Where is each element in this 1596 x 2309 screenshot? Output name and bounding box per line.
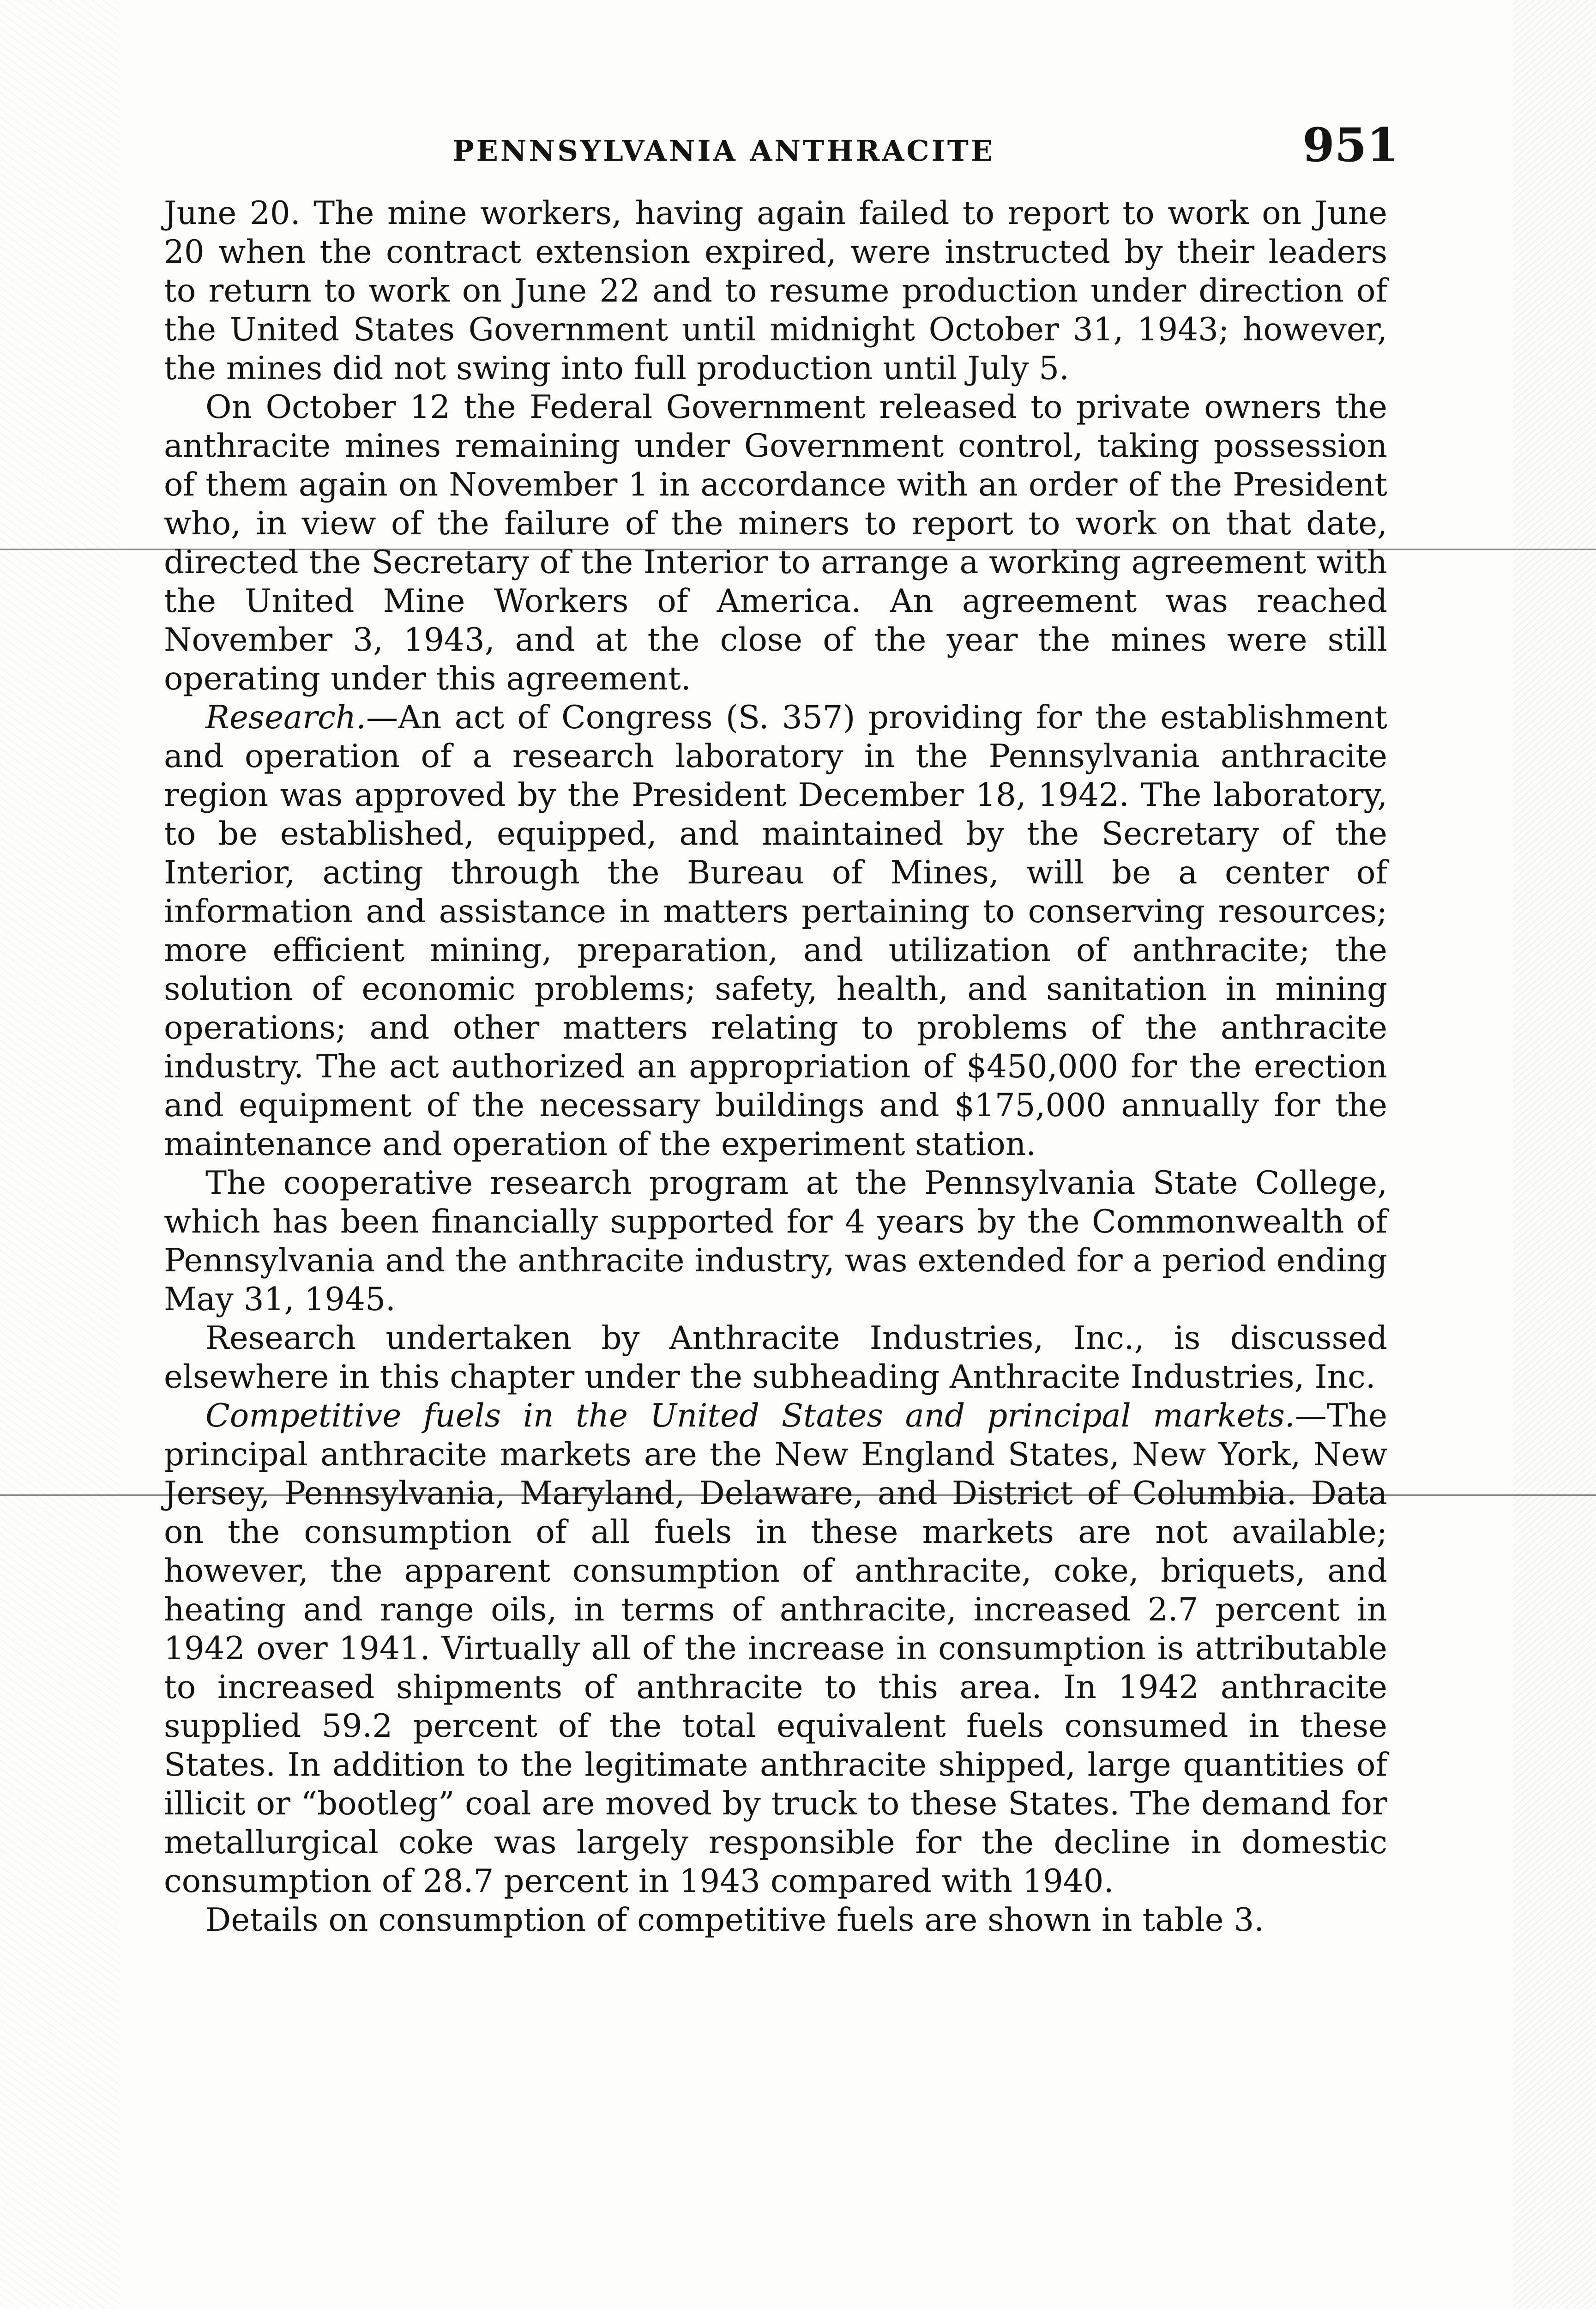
paragraph xyxy=(164,388,1387,698)
paragraph-lead: Research. xyxy=(205,699,367,736)
paragraph xyxy=(164,194,1387,388)
paragraph xyxy=(164,1319,1387,1396)
paragraph-text: —An act of Congress (S. 357) providing for the establishment and operation of a research laboratory in the Pennsylvania anthracite region was approved by the President December 18, 1942. The laboratory, to be established, equipped, and maintained by the Secretary of the Interior, acting through the Bureau of Mines, will be a center of information and assistance in matters pertaining to conserving resources; more efficient mining, preparation, and utilization of anthracite; the solution of economic problems; safety, health, and sanitation in mining operations; and other matters relating to problems of the anthracite industry. The act authorized an appropriation of $450,000 for the erection and equipment of the necessary buildings and $175,000 annually for the maintenance and operation of the experiment station. xyxy=(164,699,1387,1163)
paragraph-text: On October 12 the Federal Government released to private owners the anthracite mines remaining under Government control, taking possession of them again on November 1 in accordance with an order of the President who, in view of the failure of the miners to report to work on that date, directed the Secretary of the Interior to arrange a working agreement with the United Mine Workers of America. An agreement was reached November 3, 1943, and at the close of the year the mines were still operating under this agreement. xyxy=(164,389,1387,697)
scan-noise-right xyxy=(1513,0,1596,2309)
paragraph xyxy=(164,1901,1387,1940)
paragraph-lead: Competitive fuels in the United States and principal markets. xyxy=(205,1397,1295,1434)
page-header xyxy=(152,115,1399,171)
body-text xyxy=(164,194,1387,1940)
paragraph-text: Research undertaken by Anthracite Industries, Inc., is discussed elsewhere in this chapter under the subheading Anthracite Industries, Inc. xyxy=(164,1320,1387,1396)
paragraph-text: Details on consumption of competitive fuels are shown in table 3. xyxy=(205,1902,1265,1939)
paragraph xyxy=(164,1164,1387,1319)
scan-noise-left xyxy=(0,0,120,2309)
paragraph-text: The cooperative research program at the Pennsylvania State College, which has been financially supported for 4 years by the Commonwealth of Pennsylvania and the anthracite industry, was extended for a period ending May 31, 1945. xyxy=(164,1165,1387,1318)
paragraph xyxy=(164,698,1387,1164)
paragraph xyxy=(164,1396,1387,1901)
page-number: 951 xyxy=(1302,118,1399,172)
running-title: PENNSYLVANIA ANTHRACITE xyxy=(452,134,995,168)
paragraph-text: —The principal anthracite markets are the New England States, New York, New Jersey, Pennsylvania, Maryland, Delaware, and District of Columbia. Data on the consumption of all fuels in these markets are not available; however, the apparent consumption of anthracite, coke, briquets, and heating and range oils, in terms of anthracite, increased 2.7 percent in 1942 over 1941. Virtually all of the increase in consumption is attributable to increased shipments of anthracite to this area. In 1942 anthracite supplied 59.2 percent of the total equivalent fuels consumed in these States. In addition to the legitimate anthracite shipped, large quantities of illicit or “bootleg” coal are moved by truck to these States. The demand for metallurgical coke was largely responsible for the decline in domestic consumption of 28.7 percent in 1943 compared with 1940. xyxy=(164,1397,1387,1900)
paragraph-text: June 20. The mine workers, having again failed to report to work on June 20 when the contract extension expired, were instructed by their leaders to return to work on June 22 and to resume production under direction of the United States Government until midnight October 31, 1943; however, the mines did not swing into full production until July 5. xyxy=(164,195,1387,387)
